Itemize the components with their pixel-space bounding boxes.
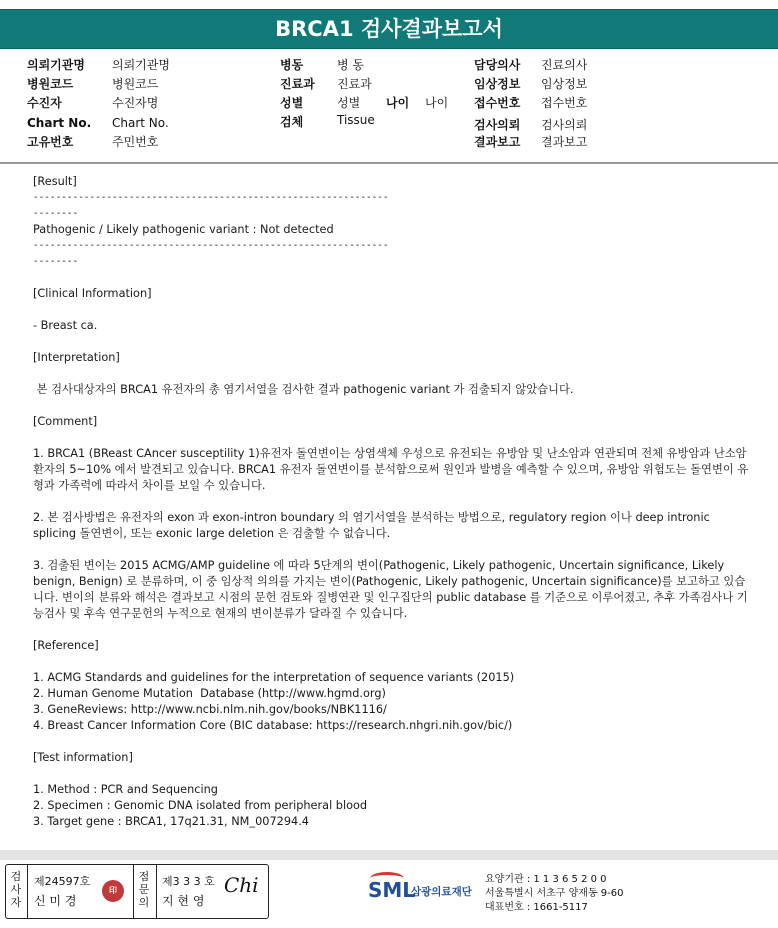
reference-item: 2. Human Genome Mutation Database (http://www.hgmd.org)	[33, 687, 386, 700]
dash-divider: -----------------------------------------------------------------------	[33, 240, 389, 267]
comment-3: 3. 검출된 변이는 2015 ACMG/AMP guideline 에 따라 5단계의 변이(Pathogenic, Likely pathogenic, Uncertain significance, Likely benign, Benign) 로 분류하며, 이 중 임상적 의의를 가지는 변이(Pathogenic, Likely pathogenic, Uncertain significance)를 보고하고 있습니다. 변이의 분류와 해석은 결과보고 시점의 문헌 검토와 질병연관 및 인구집단의 public database 를 기준으로 이루어졌고, 추후 가족검사나 기능검사 및 후속 연구문헌의 누적으로 현재의 변이분류가 달라질 수 있습니다.	[33, 559, 748, 620]
comment-heading: [Comment]	[33, 415, 98, 428]
reviewer-name: 지 현 영	[162, 894, 205, 908]
institution-code: 요양기관 : 1 1 3 6 5 2 0 0	[485, 874, 607, 885]
label-unique-id: 고유번호	[27, 135, 74, 149]
reference-item: 1. ACMG Standards and guidelines for the interpretation of sequence variants (2015)	[33, 671, 515, 684]
comment-1: 1. BRCA1 (BReast CAncer susceptility 1)유전자 돌연변이는 상염색체 우성으로 유전되는 유방암 및 난소암과 연관되며 전체 유방암과 난소암 환자의 5~10% 에서 발견되고 있습니다. BRCA1 유전자 돌연변이를 분석함으로써 원인과 발병을 예측할 수 있으며, 유방암 위험도는 돌연변이 유형과 가족력에 따라서 차이를 보일 수 있습니다.	[33, 447, 751, 492]
inspector-license-no: 제24597호	[34, 875, 91, 888]
label-result-report: 결과보고	[474, 135, 521, 149]
inspector-name: 신 미 경	[34, 894, 77, 908]
divider	[133, 865, 134, 918]
divider	[27, 865, 28, 918]
result-text: Pathogenic / Likely pathogenic variant : Not detected	[33, 223, 334, 236]
label-department: 진료과	[280, 77, 315, 91]
report-body	[33, 174, 753, 830]
label-hospital-code: 병원코드	[27, 77, 74, 91]
org-name: 삼광의료재단	[411, 886, 472, 898]
logo-mark: SML	[368, 878, 416, 902]
interpretation-heading: [Interpretation]	[33, 351, 120, 364]
org-contact	[485, 873, 624, 915]
value-attending-doctor: 진료의사	[541, 58, 588, 72]
footer-band	[0, 850, 778, 860]
org-address: 서울특별시 서초구 양재동 9-60	[485, 888, 624, 899]
org-phone: 대표번호 : 1661-5117	[485, 902, 588, 913]
test-info-item: 1. Method : PCR and Sequencing	[33, 783, 218, 796]
value-patient: 수진자명	[112, 96, 159, 110]
reference-heading: [Reference]	[33, 639, 99, 652]
comment-2: 2. 본 검사방법은 유전자의 exon 과 exon-intron boundary 의 염기서열을 분석하는 방법으로, regulatory region 이나 deep intronic splicing 돌연변이, 또는 exonic large deletion 은 검출할 수 없습니다.	[33, 511, 714, 540]
value-department: 진료과	[337, 77, 372, 91]
label-receipt-no: 접수번호	[474, 96, 521, 110]
label-requesting-institution: 의뢰기관명	[27, 58, 85, 72]
label-sex: 성별	[280, 96, 304, 110]
header-divider	[0, 162, 778, 164]
inspector-label: 검 사 자	[10, 870, 22, 909]
label-ward: 병동	[280, 58, 304, 72]
value-unique-id: 주민번호	[112, 135, 159, 149]
handwritten-signature: Chi	[224, 873, 259, 897]
test-info-item: 3. Target gene : BRCA1, 17q21.31, NM_007294.4	[33, 815, 309, 828]
dash-divider: -----------------------------------------------------------------------	[33, 192, 389, 219]
value-test-request: 검사의뢰	[541, 118, 588, 132]
test-info-item: 2. Specimen : Genomic DNA isolated from peripheral blood	[33, 799, 368, 812]
value-result-report: 결과보고	[541, 135, 588, 149]
value-sex: 성별	[337, 96, 361, 110]
value-hospital-code: 병원코드	[112, 77, 159, 91]
reviewer-label: 점 문 의	[138, 870, 150, 909]
signature-box	[5, 864, 269, 919]
label-clinical-info: 임상정보	[474, 77, 521, 91]
clinical-text: - Breast ca.	[33, 319, 98, 332]
label-chart-no: Chart No.	[27, 116, 92, 130]
label-attending-doctor: 담당의사	[474, 58, 521, 72]
value-receipt-no: 접수번호	[541, 96, 588, 110]
value-ward: 병 동	[337, 58, 364, 72]
test-info-heading: [Test information]	[33, 751, 133, 764]
result-heading: [Result]	[33, 175, 77, 188]
interpretation-text: 본 검사대상자의 BRCA1 유전자의 총 염기서열을 검사한 결과 pathogenic variant 가 검출되지 않았습니다.	[33, 383, 574, 396]
value-specimen: Tissue	[337, 113, 375, 127]
value-clinical-info: 임상정보	[541, 77, 588, 91]
divider	[156, 865, 157, 918]
reference-item: 4. Breast Cancer Information Core (BIC database: https://research.nhgri.nih.gov/bic/)	[33, 719, 513, 732]
report-title: BRCA1 검사결과보고서	[0, 9, 778, 49]
label-patient: 수진자	[27, 96, 62, 110]
label-age: 나이	[386, 96, 410, 110]
clinical-heading: [Clinical Information]	[33, 287, 152, 300]
reviewer-license-no: 제3 3 3 호	[162, 875, 215, 888]
label-specimen: 검체	[280, 115, 304, 129]
value-chart-no: Chart No.	[112, 116, 169, 130]
seal-stamp: 印	[102, 880, 124, 902]
value-age: 나이	[425, 96, 449, 110]
value-requesting-institution: 의뢰기관명	[112, 58, 170, 72]
label-test-request: 검사의뢰	[474, 118, 521, 132]
reference-item: 3. GeneReviews: http://www.ncbi.nlm.nih.gov/books/NBK1116/	[33, 703, 387, 716]
